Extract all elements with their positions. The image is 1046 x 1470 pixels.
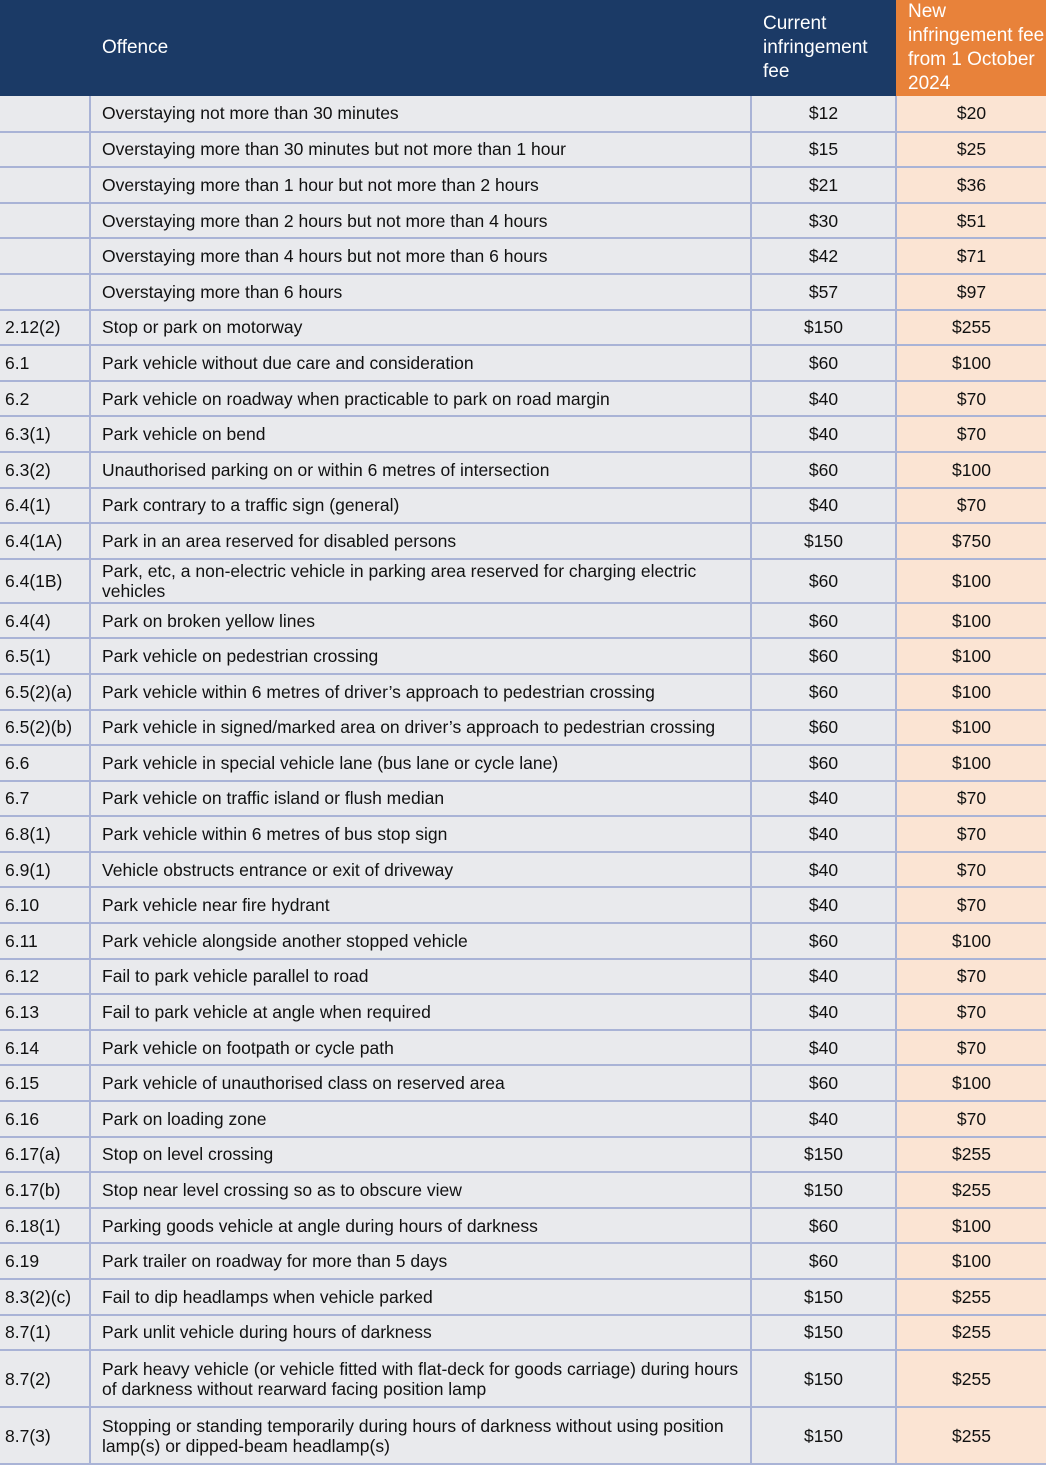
current-fee-cell: $60 [751, 674, 896, 710]
section-cell: 6.14 [0, 1030, 90, 1066]
section-cell: 6.5(1) [0, 638, 90, 674]
current-fee-cell: $60 [751, 452, 896, 488]
current-fee-cell: $40 [751, 1030, 896, 1066]
current-fee-cell: $57 [751, 274, 896, 310]
new-fee-cell: $70 [896, 416, 1046, 452]
current-fee-cell: $40 [751, 852, 896, 888]
current-fee-cell: $150 [751, 1172, 896, 1208]
new-fee-cell: $255 [896, 310, 1046, 346]
new-fee-cell: $255 [896, 1137, 1046, 1173]
current-fee-cell: $40 [751, 994, 896, 1030]
offence-cell: Stop on level crossing [90, 1137, 751, 1173]
offence-cell: Park vehicle within 6 metres of bus stop sign [90, 816, 751, 852]
new-fee-cell: $100 [896, 1208, 1046, 1244]
new-fee-cell: $71 [896, 238, 1046, 274]
offence-cell: Overstaying more than 30 minutes but not more than 1 hour [90, 132, 751, 168]
table-row [0, 274, 1046, 310]
section-cell: 6.17(b) [0, 1172, 90, 1208]
table-row [0, 238, 1046, 274]
offence-cell: Park heavy vehicle (or vehicle fitted with flat-deck for goods carriage) during hours of darkness without rearward facing position lamp [90, 1350, 751, 1407]
table-row [0, 523, 1046, 559]
offence-cell: Park vehicle on bend [90, 416, 751, 452]
new-fee-cell: $70 [896, 1101, 1046, 1137]
header-new-fee: New infringement fee from 1 October 2024 [896, 0, 1046, 96]
table-row [0, 923, 1046, 959]
table-row [0, 167, 1046, 203]
table-row [0, 1065, 1046, 1101]
section-cell: 6.4(1A) [0, 523, 90, 559]
section-cell: 6.6 [0, 745, 90, 781]
offence-cell: Parking goods vehicle at angle during hours of darkness [90, 1208, 751, 1244]
offence-cell: Park unlit vehicle during hours of darkness [90, 1315, 751, 1351]
current-fee-cell: $40 [751, 959, 896, 995]
table-row [0, 381, 1046, 417]
table-row [0, 1208, 1046, 1244]
offence-cell: Fail to dip headlamps when vehicle parked [90, 1279, 751, 1315]
new-fee-cell: $70 [896, 381, 1046, 417]
section-cell: 6.10 [0, 887, 90, 923]
new-fee-cell: $100 [896, 710, 1046, 746]
table-row [0, 488, 1046, 524]
table-row [0, 674, 1046, 710]
table-row [0, 1137, 1046, 1173]
offence-cell: Park vehicle near fire hydrant [90, 887, 751, 923]
section-cell: 8.7(1) [0, 1315, 90, 1351]
new-fee-cell: $255 [896, 1350, 1046, 1407]
current-fee-cell: $150 [751, 1407, 896, 1464]
new-fee-cell: $36 [896, 167, 1046, 203]
new-fee-cell: $70 [896, 781, 1046, 817]
section-cell: 6.15 [0, 1065, 90, 1101]
offence-cell: Stop or park on motorway [90, 310, 751, 346]
new-fee-cell: $70 [896, 887, 1046, 923]
new-fee-cell: $750 [896, 523, 1046, 559]
new-fee-cell: $70 [896, 816, 1046, 852]
offence-cell: Overstaying more than 2 hours but not more than 4 hours [90, 203, 751, 239]
table-row [0, 310, 1046, 346]
offence-cell: Stop near level crossing so as to obscure view [90, 1172, 751, 1208]
section-cell: 6.9(1) [0, 852, 90, 888]
offence-cell: Park vehicle on traffic island or flush median [90, 781, 751, 817]
offence-cell: Park vehicle within 6 metres of driver’s approach to pedestrian crossing [90, 674, 751, 710]
current-fee-cell: $60 [751, 745, 896, 781]
table-row [0, 603, 1046, 639]
offence-cell: Park vehicle without due care and consideration [90, 345, 751, 381]
current-fee-cell: $60 [751, 1208, 896, 1244]
offence-cell: Stopping or standing temporarily during hours of darkness without using position lamp(s) or dipped-beam headlamp(s) [90, 1407, 751, 1464]
table-row [0, 852, 1046, 888]
section-cell: 8.7(3) [0, 1407, 90, 1464]
section-cell [0, 96, 90, 132]
offence-cell: Overstaying more than 1 hour but not more than 2 hours [90, 167, 751, 203]
table-row [0, 745, 1046, 781]
table-row [0, 1030, 1046, 1066]
new-fee-cell: $255 [896, 1279, 1046, 1315]
section-cell: 6.7 [0, 781, 90, 817]
new-fee-cell: $70 [896, 959, 1046, 995]
current-fee-cell: $42 [751, 238, 896, 274]
offence-cell: Park vehicle of unauthorised class on reserved area [90, 1065, 751, 1101]
new-fee-cell: $100 [896, 1065, 1046, 1101]
section-cell: 6.11 [0, 923, 90, 959]
section-cell: 8.3(2)(c) [0, 1279, 90, 1315]
offence-cell: Park vehicle in signed/marked area on driver’s approach to pedestrian crossing [90, 710, 751, 746]
new-fee-cell: $20 [896, 96, 1046, 132]
section-cell [0, 238, 90, 274]
new-fee-cell: $97 [896, 274, 1046, 310]
new-fee-cell: $100 [896, 603, 1046, 639]
offence-cell: Fail to park vehicle parallel to road [90, 959, 751, 995]
offence-cell: Unauthorised parking on or within 6 metres of intersection [90, 452, 751, 488]
section-cell: 6.3(1) [0, 416, 90, 452]
table-row [0, 132, 1046, 168]
new-fee-cell: $100 [896, 638, 1046, 674]
section-cell: 6.1 [0, 345, 90, 381]
current-fee-cell: $12 [751, 96, 896, 132]
new-fee-cell: $100 [896, 923, 1046, 959]
current-fee-cell: $60 [751, 710, 896, 746]
offence-cell: Park on broken yellow lines [90, 603, 751, 639]
section-cell: 6.13 [0, 994, 90, 1030]
offence-cell: Park vehicle in special vehicle lane (bus lane or cycle lane) [90, 745, 751, 781]
current-fee-cell: $40 [751, 381, 896, 417]
current-fee-cell: $40 [751, 416, 896, 452]
current-fee-cell: $150 [751, 1279, 896, 1315]
new-fee-cell: $70 [896, 1030, 1046, 1066]
table-row [0, 1350, 1046, 1407]
section-cell: 6.4(1B) [0, 559, 90, 603]
header-offence: Offence [90, 0, 751, 96]
offence-cell: Park, etc, a non-electric vehicle in parking area reserved for charging electric vehicles [90, 559, 751, 603]
current-fee-cell: $150 [751, 1137, 896, 1173]
table-body [0, 96, 1046, 1464]
offence-cell: Overstaying more than 6 hours [90, 274, 751, 310]
offence-cell: Park vehicle on footpath or cycle path [90, 1030, 751, 1066]
section-cell: 6.2 [0, 381, 90, 417]
current-fee-cell: $150 [751, 1315, 896, 1351]
offence-cell: Vehicle obstructs entrance or exit of driveway [90, 852, 751, 888]
table-row [0, 638, 1046, 674]
table-row [0, 345, 1046, 381]
offence-cell: Park on loading zone [90, 1101, 751, 1137]
new-fee-cell: $100 [896, 745, 1046, 781]
section-cell: 6.19 [0, 1243, 90, 1279]
header-current-fee: Current infringement fee [751, 0, 896, 96]
header-section [0, 0, 90, 96]
new-fee-cell: $25 [896, 132, 1046, 168]
section-cell: 6.17(a) [0, 1137, 90, 1173]
offence-cell: Fail to park vehicle at angle when required [90, 994, 751, 1030]
table-row [0, 96, 1046, 132]
section-cell: 2.12(2) [0, 310, 90, 346]
new-fee-cell: $70 [896, 852, 1046, 888]
table-row [0, 203, 1046, 239]
table-row [0, 452, 1046, 488]
offence-cell: Park vehicle alongside another stopped vehicle [90, 923, 751, 959]
current-fee-cell: $150 [751, 310, 896, 346]
table-row [0, 959, 1046, 995]
new-fee-cell: $100 [896, 345, 1046, 381]
current-fee-cell: $30 [751, 203, 896, 239]
current-fee-cell: $40 [751, 1101, 896, 1137]
section-cell: 6.5(2)(b) [0, 710, 90, 746]
section-cell: 6.5(2)(a) [0, 674, 90, 710]
new-fee-cell: $255 [896, 1407, 1046, 1464]
table-row [0, 887, 1046, 923]
table-row [0, 416, 1046, 452]
current-fee-cell: $60 [751, 345, 896, 381]
new-fee-cell: $255 [896, 1315, 1046, 1351]
current-fee-cell: $60 [751, 1065, 896, 1101]
table-header [0, 0, 1046, 96]
offence-cell: Park in an area reserved for disabled persons [90, 523, 751, 559]
section-cell: 6.18(1) [0, 1208, 90, 1244]
new-fee-cell: $100 [896, 452, 1046, 488]
offence-cell: Park contrary to a traffic sign (general) [90, 488, 751, 524]
current-fee-cell: $21 [751, 167, 896, 203]
current-fee-cell: $150 [751, 1350, 896, 1407]
current-fee-cell: $60 [751, 1243, 896, 1279]
table-row [0, 1243, 1046, 1279]
section-cell: 6.16 [0, 1101, 90, 1137]
current-fee-cell: $40 [751, 488, 896, 524]
section-cell: 6.8(1) [0, 816, 90, 852]
table-row [0, 559, 1046, 603]
table-row [0, 816, 1046, 852]
section-cell: 6.4(1) [0, 488, 90, 524]
table-row [0, 1172, 1046, 1208]
table-row [0, 781, 1046, 817]
section-cell: 6.12 [0, 959, 90, 995]
current-fee-cell: $40 [751, 816, 896, 852]
table-row [0, 994, 1046, 1030]
current-fee-cell: $60 [751, 923, 896, 959]
new-fee-cell: $100 [896, 674, 1046, 710]
section-cell [0, 203, 90, 239]
section-cell [0, 167, 90, 203]
offence-cell: Overstaying more than 4 hours but not more than 6 hours [90, 238, 751, 274]
section-cell: 6.3(2) [0, 452, 90, 488]
table-row [0, 1407, 1046, 1464]
section-cell [0, 274, 90, 310]
current-fee-cell: $60 [751, 603, 896, 639]
current-fee-cell: $60 [751, 638, 896, 674]
table-row [0, 1315, 1046, 1351]
section-cell: 8.7(2) [0, 1350, 90, 1407]
offence-cell: Park vehicle on roadway when practicable to park on road margin [90, 381, 751, 417]
new-fee-cell: $70 [896, 994, 1046, 1030]
offence-cell: Park vehicle on pedestrian crossing [90, 638, 751, 674]
new-fee-cell: $51 [896, 203, 1046, 239]
section-cell [0, 132, 90, 168]
table-row [0, 1101, 1046, 1137]
section-cell: 6.4(4) [0, 603, 90, 639]
current-fee-cell: $60 [751, 559, 896, 603]
offence-cell: Overstaying not more than 30 minutes [90, 96, 751, 132]
current-fee-cell: $40 [751, 887, 896, 923]
new-fee-cell: $100 [896, 1243, 1046, 1279]
current-fee-cell: $40 [751, 781, 896, 817]
offence-cell: Park trailer on roadway for more than 5 days [90, 1243, 751, 1279]
new-fee-cell: $70 [896, 488, 1046, 524]
current-fee-cell: $15 [751, 132, 896, 168]
new-fee-cell: $255 [896, 1172, 1046, 1208]
table-row [0, 710, 1046, 746]
table-row [0, 1279, 1046, 1315]
new-fee-cell: $100 [896, 559, 1046, 603]
current-fee-cell: $150 [751, 523, 896, 559]
